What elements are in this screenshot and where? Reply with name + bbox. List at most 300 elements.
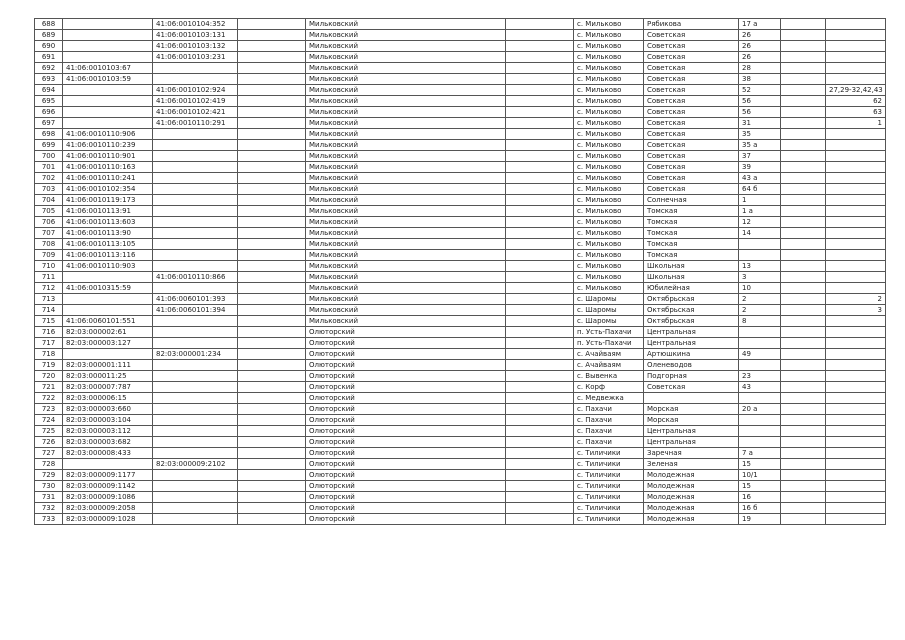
building-cadastral-cell: 41:06:0010104:352	[153, 19, 238, 30]
street-cell: Советская	[644, 382, 739, 393]
empty-cell	[506, 338, 574, 349]
land-cadastral-cell	[63, 85, 153, 96]
house-cell: 26	[739, 41, 781, 52]
apartment-cell	[826, 41, 886, 52]
empty-cell	[781, 503, 826, 514]
land-cadastral-cell: 82:03:000002:61	[63, 327, 153, 338]
table-row	[35, 107, 886, 118]
district-cell: Мильковский	[306, 316, 506, 327]
street-cell: Томская	[644, 239, 739, 250]
empty-cell	[506, 63, 574, 74]
apartment-cell: 63	[826, 107, 886, 118]
settlement-cell: с. Тиличики	[574, 492, 644, 503]
row-number-cell: 720	[35, 371, 63, 382]
building-cadastral-cell	[153, 426, 238, 437]
building-cadastral-cell: 82:03:000001:234	[153, 349, 238, 360]
land-cadastral-cell	[63, 272, 153, 283]
building-cadastral-cell	[153, 338, 238, 349]
street-cell: Советская	[644, 85, 739, 96]
land-cadastral-cell: 82:03:000006:15	[63, 393, 153, 404]
row-number-cell: 726	[35, 437, 63, 448]
street-cell: Советская	[644, 184, 739, 195]
building-cadastral-cell	[153, 404, 238, 415]
street-cell: Школьная	[644, 272, 739, 283]
building-cadastral-cell: 41:06:0010110:291	[153, 118, 238, 129]
empty-cell	[238, 41, 306, 52]
district-cell: Мильковский	[306, 63, 506, 74]
empty-cell	[238, 96, 306, 107]
house-cell: 38	[739, 74, 781, 85]
empty-cell	[238, 327, 306, 338]
settlement-cell: с. Мильково	[574, 19, 644, 30]
table-row	[35, 283, 886, 294]
row-number-cell: 695	[35, 96, 63, 107]
apartment-cell	[826, 19, 886, 30]
street-cell: Советская	[644, 74, 739, 85]
table-row	[35, 459, 886, 470]
empty-cell	[238, 481, 306, 492]
street-cell: Зеленая	[644, 459, 739, 470]
street-cell: Молодежная	[644, 481, 739, 492]
house-cell: 56	[739, 107, 781, 118]
land-cadastral-cell: 82:03:000009:1086	[63, 492, 153, 503]
street-cell: Оленеводов	[644, 360, 739, 371]
row-number-cell: 712	[35, 283, 63, 294]
empty-cell	[506, 349, 574, 360]
empty-cell	[238, 118, 306, 129]
empty-cell	[238, 52, 306, 63]
street-cell: Советская	[644, 52, 739, 63]
settlement-cell: с. Мильково	[574, 85, 644, 96]
street-cell: Подгорная	[644, 371, 739, 382]
row-number-cell: 689	[35, 30, 63, 41]
land-cadastral-cell: 41:06:0010113:603	[63, 217, 153, 228]
empty-cell	[506, 52, 574, 63]
empty-cell	[238, 360, 306, 371]
settlement-cell: с. Мильково	[574, 173, 644, 184]
street-cell: Молодежная	[644, 470, 739, 481]
apartment-cell: 27,29-32,42,43	[826, 85, 886, 96]
building-cadastral-cell	[153, 151, 238, 162]
empty-cell	[781, 283, 826, 294]
empty-cell	[238, 448, 306, 459]
settlement-cell: с. Тиличики	[574, 448, 644, 459]
empty-cell	[238, 305, 306, 316]
settlement-cell: с. Мильково	[574, 184, 644, 195]
district-cell: Олюторский	[306, 492, 506, 503]
house-cell	[739, 338, 781, 349]
house-cell: 14	[739, 228, 781, 239]
land-cadastral-cell: 41:06:0010113:91	[63, 206, 153, 217]
district-cell: Мильковский	[306, 305, 506, 316]
apartment-cell	[826, 338, 886, 349]
empty-cell	[781, 184, 826, 195]
district-cell: Мильковский	[306, 184, 506, 195]
house-cell: 1 а	[739, 206, 781, 217]
empty-cell	[506, 173, 574, 184]
settlement-cell: с. Мильково	[574, 74, 644, 85]
table-row	[35, 305, 886, 316]
table-row	[35, 41, 886, 52]
house-cell: 31	[739, 118, 781, 129]
apartment-cell	[826, 52, 886, 63]
district-cell: Мильковский	[306, 85, 506, 96]
empty-cell	[781, 173, 826, 184]
house-cell: 7 а	[739, 448, 781, 459]
district-cell: Мильковский	[306, 107, 506, 118]
house-cell	[739, 437, 781, 448]
land-cadastral-cell	[63, 19, 153, 30]
house-cell: 39	[739, 162, 781, 173]
district-cell: Мильковский	[306, 151, 506, 162]
empty-cell	[238, 514, 306, 525]
empty-cell	[781, 294, 826, 305]
land-cadastral-cell	[63, 41, 153, 52]
apartment-cell	[826, 30, 886, 41]
empty-cell	[506, 404, 574, 415]
land-cadastral-cell: 41:06:0010102:354	[63, 184, 153, 195]
table-row	[35, 206, 886, 217]
empty-cell	[781, 162, 826, 173]
row-number-cell: 733	[35, 514, 63, 525]
empty-cell	[781, 492, 826, 503]
empty-cell	[238, 294, 306, 305]
empty-cell	[781, 129, 826, 140]
empty-cell	[238, 184, 306, 195]
empty-cell	[506, 437, 574, 448]
land-cadastral-cell	[63, 459, 153, 470]
row-number-cell: 697	[35, 118, 63, 129]
empty-cell	[238, 437, 306, 448]
table-row	[35, 349, 886, 360]
empty-cell	[781, 371, 826, 382]
building-cadastral-cell	[153, 63, 238, 74]
building-cadastral-cell	[153, 371, 238, 382]
table-row	[35, 96, 886, 107]
apartment-cell	[826, 481, 886, 492]
table-row	[35, 52, 886, 63]
empty-cell	[238, 415, 306, 426]
table-row	[35, 74, 886, 85]
building-cadastral-cell	[153, 140, 238, 151]
house-cell: 17 а	[739, 19, 781, 30]
empty-cell	[506, 283, 574, 294]
building-cadastral-cell	[153, 470, 238, 481]
street-cell: Молодежная	[644, 503, 739, 514]
empty-cell	[781, 459, 826, 470]
building-cadastral-cell	[153, 360, 238, 371]
table-row	[35, 371, 886, 382]
empty-cell	[238, 63, 306, 74]
land-cadastral-cell: 82:03:000011:25	[63, 371, 153, 382]
empty-cell	[238, 151, 306, 162]
house-cell: 43 а	[739, 173, 781, 184]
settlement-cell: с. Мильково	[574, 107, 644, 118]
empty-cell	[781, 338, 826, 349]
row-number-cell: 694	[35, 85, 63, 96]
table-row	[35, 19, 886, 30]
table-row	[35, 448, 886, 459]
empty-cell	[506, 129, 574, 140]
street-cell	[644, 393, 739, 404]
row-number-cell: 723	[35, 404, 63, 415]
street-cell: Советская	[644, 96, 739, 107]
building-cadastral-cell	[153, 239, 238, 250]
table-row	[35, 338, 886, 349]
empty-cell	[781, 19, 826, 30]
land-cadastral-cell: 82:03:000009:2058	[63, 503, 153, 514]
empty-cell	[781, 52, 826, 63]
building-cadastral-cell	[153, 129, 238, 140]
row-number-cell: 702	[35, 173, 63, 184]
row-number-cell: 690	[35, 41, 63, 52]
apartment-cell	[826, 404, 886, 415]
empty-cell	[781, 272, 826, 283]
land-cadastral-cell: 41:06:0010110:239	[63, 140, 153, 151]
table-row	[35, 162, 886, 173]
empty-cell	[506, 426, 574, 437]
settlement-cell: с. Тиличики	[574, 514, 644, 525]
apartment-cell: 2	[826, 294, 886, 305]
empty-cell	[506, 382, 574, 393]
district-cell: Мильковский	[306, 19, 506, 30]
settlement-cell: с. Мильково	[574, 239, 644, 250]
empty-cell	[238, 503, 306, 514]
settlement-cell: с. Мильково	[574, 118, 644, 129]
building-cadastral-cell	[153, 514, 238, 525]
table-row	[35, 404, 886, 415]
empty-cell	[781, 118, 826, 129]
apartment-cell	[826, 382, 886, 393]
house-cell	[739, 426, 781, 437]
house-cell: 43	[739, 382, 781, 393]
house-cell: 12	[739, 217, 781, 228]
row-number-cell: 721	[35, 382, 63, 393]
empty-cell	[238, 371, 306, 382]
settlement-cell: с. Пахачи	[574, 426, 644, 437]
apartment-cell	[826, 63, 886, 74]
building-cadastral-cell	[153, 448, 238, 459]
street-cell: Октябрьская	[644, 305, 739, 316]
empty-cell	[781, 514, 826, 525]
empty-cell	[238, 107, 306, 118]
house-cell: 10/1	[739, 470, 781, 481]
empty-cell	[238, 206, 306, 217]
empty-cell	[238, 404, 306, 415]
empty-cell	[506, 272, 574, 283]
empty-cell	[781, 305, 826, 316]
land-cadastral-cell: 82:03:000008:433	[63, 448, 153, 459]
apartment-cell	[826, 327, 886, 338]
empty-cell	[781, 448, 826, 459]
empty-cell	[238, 283, 306, 294]
empty-cell	[506, 459, 574, 470]
land-cadastral-cell: 41:06:0010110:241	[63, 173, 153, 184]
empty-cell	[506, 206, 574, 217]
row-number-cell: 722	[35, 393, 63, 404]
district-cell: Мильковский	[306, 294, 506, 305]
row-number-cell: 696	[35, 107, 63, 118]
district-cell: Олюторский	[306, 393, 506, 404]
street-cell: Советская	[644, 107, 739, 118]
empty-cell	[506, 41, 574, 52]
building-cadastral-cell	[153, 492, 238, 503]
empty-cell	[238, 217, 306, 228]
land-cadastral-cell: 41:06:0010315:59	[63, 283, 153, 294]
row-number-cell: 719	[35, 360, 63, 371]
row-number-cell: 709	[35, 250, 63, 261]
settlement-cell: с. Мильково	[574, 206, 644, 217]
apartment-cell	[826, 514, 886, 525]
street-cell: Морская	[644, 415, 739, 426]
empty-cell	[781, 382, 826, 393]
district-cell: Мильковский	[306, 239, 506, 250]
street-cell: Центральная	[644, 426, 739, 437]
apartment-cell	[826, 492, 886, 503]
apartment-cell	[826, 360, 886, 371]
table-row	[35, 492, 886, 503]
settlement-cell: п. Усть-Пахачи	[574, 327, 644, 338]
house-cell	[739, 239, 781, 250]
table-row	[35, 272, 886, 283]
land-cadastral-cell: 41:06:0010110:903	[63, 261, 153, 272]
land-cadastral-cell	[63, 96, 153, 107]
house-cell: 64 б	[739, 184, 781, 195]
district-cell: Мильковский	[306, 272, 506, 283]
district-cell: Мильковский	[306, 261, 506, 272]
district-cell: Олюторский	[306, 349, 506, 360]
settlement-cell: с. Пахачи	[574, 415, 644, 426]
empty-cell	[238, 140, 306, 151]
street-cell: Советская	[644, 30, 739, 41]
district-cell: Мильковский	[306, 30, 506, 41]
street-cell: Томская	[644, 217, 739, 228]
empty-cell	[238, 162, 306, 173]
house-cell: 37	[739, 151, 781, 162]
land-cadastral-cell: 82:03:000009:1177	[63, 470, 153, 481]
settlement-cell: с. Мильково	[574, 63, 644, 74]
house-cell: 16	[739, 492, 781, 503]
building-cadastral-cell	[153, 184, 238, 195]
empty-cell	[781, 85, 826, 96]
street-cell: Юбилейная	[644, 283, 739, 294]
street-cell: Молодежная	[644, 514, 739, 525]
empty-cell	[506, 19, 574, 30]
table-row	[35, 426, 886, 437]
empty-cell	[506, 294, 574, 305]
table-row	[35, 316, 886, 327]
street-cell: Томская	[644, 228, 739, 239]
land-cadastral-cell: 82:03:000009:1028	[63, 514, 153, 525]
row-number-cell: 693	[35, 74, 63, 85]
empty-cell	[506, 85, 574, 96]
table-row	[35, 503, 886, 514]
table-row	[35, 195, 886, 206]
row-number-cell: 703	[35, 184, 63, 195]
district-cell: Мильковский	[306, 129, 506, 140]
district-cell: Мильковский	[306, 74, 506, 85]
street-cell: Центральная	[644, 327, 739, 338]
empty-cell	[238, 492, 306, 503]
building-cadastral-cell	[153, 162, 238, 173]
settlement-cell: с. Мильково	[574, 283, 644, 294]
table-row	[35, 514, 886, 525]
house-cell: 13	[739, 261, 781, 272]
empty-cell	[506, 481, 574, 492]
district-cell: Мильковский	[306, 118, 506, 129]
land-cadastral-cell	[63, 294, 153, 305]
land-cadastral-cell: 82:03:000003:104	[63, 415, 153, 426]
settlement-cell: с. Мильково	[574, 162, 644, 173]
row-number-cell: 718	[35, 349, 63, 360]
house-cell: 52	[739, 85, 781, 96]
row-number-cell: 716	[35, 327, 63, 338]
land-cadastral-cell: 82:03:000003:127	[63, 338, 153, 349]
apartment-cell	[826, 283, 886, 294]
empty-cell	[238, 195, 306, 206]
building-cadastral-cell: 41:06:0010102:421	[153, 107, 238, 118]
street-cell: Заречная	[644, 448, 739, 459]
apartment-cell	[826, 459, 886, 470]
empty-cell	[781, 140, 826, 151]
row-number-cell: 707	[35, 228, 63, 239]
house-cell: 56	[739, 96, 781, 107]
building-cadastral-cell	[153, 250, 238, 261]
building-cadastral-cell	[153, 283, 238, 294]
district-cell: Мильковский	[306, 206, 506, 217]
table-row	[35, 327, 886, 338]
building-cadastral-cell: 41:06:0060101:393	[153, 294, 238, 305]
empty-cell	[238, 338, 306, 349]
row-number-cell: 728	[35, 459, 63, 470]
empty-cell	[238, 470, 306, 481]
building-cadastral-cell	[153, 393, 238, 404]
settlement-cell: с. Шаромы	[574, 316, 644, 327]
table-row	[35, 85, 886, 96]
district-cell: Мильковский	[306, 228, 506, 239]
empty-cell	[781, 239, 826, 250]
row-number-cell: 688	[35, 19, 63, 30]
street-cell: Октябрьская	[644, 294, 739, 305]
district-cell: Мильковский	[306, 283, 506, 294]
settlement-cell: с. Мильково	[574, 151, 644, 162]
empty-cell	[781, 393, 826, 404]
street-cell: Советская	[644, 63, 739, 74]
land-cadastral-cell	[63, 305, 153, 316]
settlement-cell: с. Шаромы	[574, 305, 644, 316]
house-cell: 26	[739, 30, 781, 41]
apartment-cell	[826, 261, 886, 272]
house-cell: 8	[739, 316, 781, 327]
district-cell: Олюторский	[306, 481, 506, 492]
apartment-cell: 3	[826, 305, 886, 316]
land-cadastral-cell: 41:06:0010113:105	[63, 239, 153, 250]
empty-cell	[238, 459, 306, 470]
house-cell: 19	[739, 514, 781, 525]
apartment-cell	[826, 228, 886, 239]
district-cell: Олюторский	[306, 382, 506, 393]
house-cell: 23	[739, 371, 781, 382]
empty-cell	[506, 327, 574, 338]
empty-cell	[238, 393, 306, 404]
table-row	[35, 481, 886, 492]
empty-cell	[781, 481, 826, 492]
empty-cell	[238, 250, 306, 261]
house-cell	[739, 250, 781, 261]
table-row	[35, 184, 886, 195]
settlement-cell: с. Медвежка	[574, 393, 644, 404]
row-number-cell: 699	[35, 140, 63, 151]
